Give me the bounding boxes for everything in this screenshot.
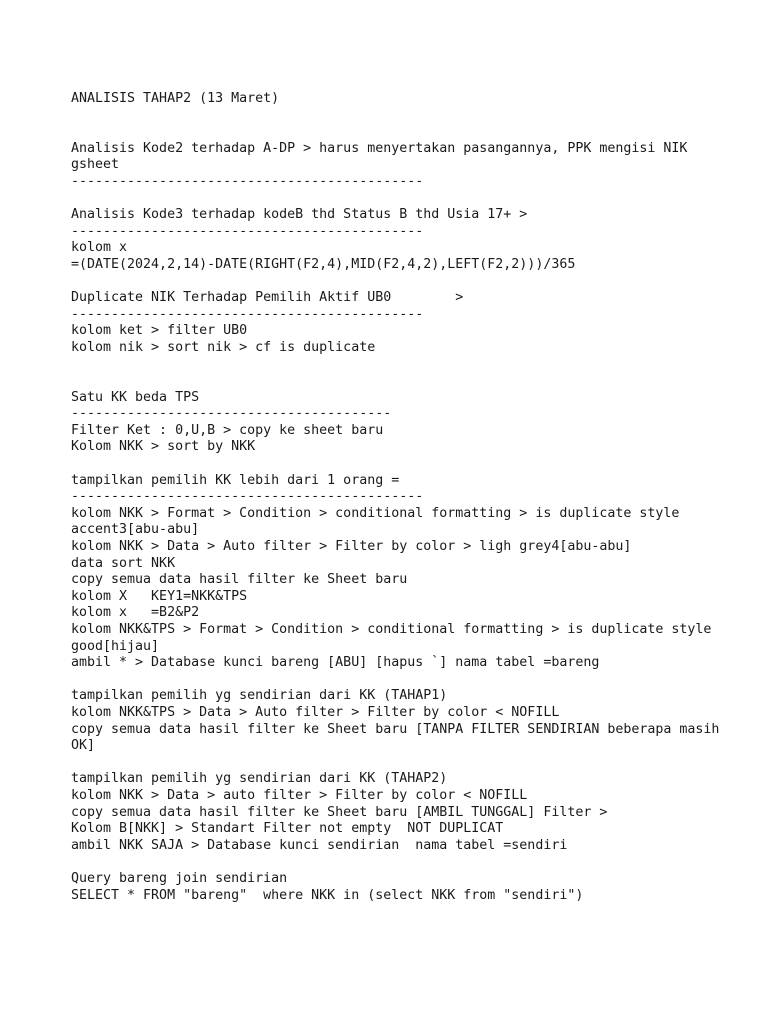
- text-line: kolom NKK&TPS > Format > Condition > conditional formatting > is duplicate style: [71, 622, 712, 637]
- text-line: accent3[abu-abu]: [71, 522, 200, 538]
- text-line: Analisis Kode2 terhadap A-DP > harus menyertakan pasangannya, PPK mengisi NIK: [71, 140, 688, 156]
- text-line: SELECT * FROM "bareng" where NKK in (select NKK from "sendiri"): [71, 887, 584, 903]
- text-line: copy semua data hasil filter ke Sheet baru: [71, 572, 408, 588]
- text-line: good[hijau]: [71, 638, 160, 654]
- text-line: [71, 672, 751, 689]
- text-line: --------------------------------------------: [71, 173, 424, 189]
- text-line: Query bareng join sendirian: [71, 870, 288, 886]
- text-line: [71, 108, 751, 125]
- text-line: --------------------------------------------: [71, 223, 424, 239]
- text-line: kolom nik > sort nik > cf is duplicate: [71, 339, 376, 355]
- text-line: [71, 456, 751, 473]
- text-line: data sort NKK: [71, 555, 176, 571]
- text-line: Kolom NKK > sort by NKK: [71, 439, 256, 455]
- text-line: tampilkan pemilih yg sendirian dari KK (TAHAP2): [71, 771, 448, 787]
- text-line: --------------------------------------------: [71, 489, 424, 505]
- text-line: kolom X KEY1=NKK&TPS: [71, 588, 248, 604]
- text-line: ----------------------------------------: [71, 406, 392, 422]
- text-line: ambil NKK SAJA > Database kunci sendirian nama tabel =sendiri: [71, 837, 568, 853]
- text-line: [71, 191, 751, 208]
- text-line: kolom ket > filter UB0: [71, 323, 248, 339]
- text-line: Duplicate NIK Terhadap Pemilih Aktif UB0 >: [71, 290, 464, 306]
- text-line: [71, 124, 751, 141]
- text-line: [71, 373, 751, 390]
- text-line: [71, 755, 751, 772]
- text-line: --------------------------------------------: [71, 306, 424, 322]
- text-line: Satu KK beda TPS: [71, 389, 200, 405]
- text-line: Analisis Kode3 terhadap kodeB thd Status B thd Usia 17+ >: [71, 207, 528, 223]
- text-line: kolom NKK&TPS > Data > Auto filter > Filter by color < NOFILL: [71, 704, 560, 720]
- text-line: tampilkan pemilih yg sendirian dari KK (TAHAP1): [71, 688, 448, 704]
- text-line: [71, 274, 751, 291]
- text-line: tampilkan pemilih KK lebih dari 1 orang =: [71, 472, 400, 488]
- text-line: =(DATE(2024,2,14)-DATE(RIGHT(F2,4),MID(F2,4,2),LEFT(F2,2)))/365: [71, 256, 576, 272]
- text-line: ANALISIS TAHAP2 (13 Maret): [71, 91, 280, 106]
- text-line: OK]: [71, 738, 96, 754]
- text-line: Kolom B[NKK] > Standart Filter not empty NOT DUPLICAT: [71, 821, 504, 837]
- text-line: [71, 854, 751, 871]
- text-line: kolom NKK > Data > auto filter > Filter by color < NOFILL: [71, 787, 528, 803]
- text-line: gsheet: [71, 157, 120, 173]
- text-line: ambil * > Database kunci bareng [ABU] [hapus `] nama tabel =bareng: [71, 655, 600, 671]
- text-line: kolom x: [71, 240, 128, 256]
- text-line: kolom x =B2&P2: [71, 605, 200, 621]
- text-line: Filter Ket : 0,U,B > copy ke sheet baru: [71, 422, 384, 438]
- text-line: copy semua data hasil filter ke Sheet baru [TANPA FILTER SENDIRIAN beberapa masih: [71, 721, 720, 737]
- document-text: [71, 91, 751, 904]
- text-line: copy semua data hasil filter ke Sheet baru [AMBIL TUNGGAL] Filter >: [71, 804, 608, 820]
- text-line: [71, 357, 751, 374]
- text-line: kolom NKK > Format > Condition > conditional formatting > is duplicate style: [71, 505, 680, 521]
- text-line: kolom NKK > Data > Auto filter > Filter by color > ligh grey4[abu-abu]: [71, 539, 632, 555]
